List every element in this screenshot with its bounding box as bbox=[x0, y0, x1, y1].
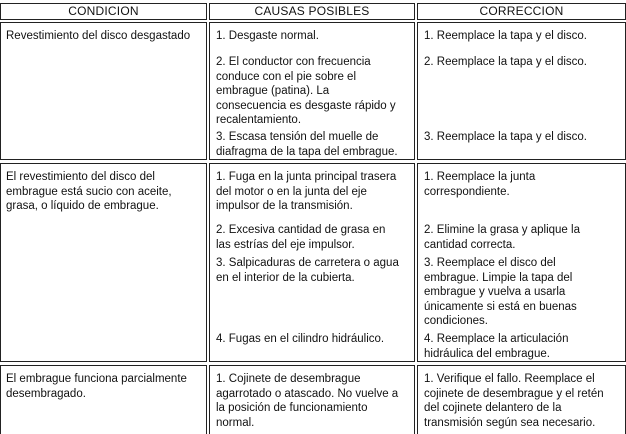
correction-line: del cojinete delantero de la bbox=[424, 402, 562, 415]
cause-line: 1. Fuga en la junta principal trasera bbox=[216, 171, 397, 183]
cause-line: en el interior de la cubierta. bbox=[216, 271, 355, 284]
correction-line: 1. Reemplace la tapa y el disco. bbox=[424, 30, 588, 42]
cause-line: 4. Fugas en el cilindro hidráulico. bbox=[216, 333, 385, 345]
cause-line: la posición de funcionamiento bbox=[216, 402, 368, 415]
correction-line: 4. Reemplace la articulación bbox=[424, 333, 569, 345]
correction-line: 1. Verifique el fallo. Reemplace el bbox=[424, 373, 595, 385]
condition-line: desembragado. bbox=[6, 387, 86, 400]
cause-line: conduce con el pie sobre el bbox=[216, 70, 357, 83]
row-1-cause-2 bbox=[216, 55, 396, 128]
correction-line: cantidad correcta. bbox=[424, 238, 516, 251]
correction-line: 3. Reemplace la tapa y el disco. bbox=[424, 131, 588, 143]
cause-line: 1. Cojinete de desembrague bbox=[216, 373, 361, 385]
correction-line: 3. Reemplace el disco del bbox=[424, 257, 556, 269]
cause-line: recalentamiento. bbox=[216, 114, 302, 127]
header-causas-posibles: CAUSAS POSIBLES bbox=[209, 3, 415, 20]
row-1-condition bbox=[6, 29, 190, 44]
correction-line: únicamente si está en buenas bbox=[424, 300, 577, 313]
cause-line: impulsor de la transmisión. bbox=[216, 200, 353, 213]
correction-line: hidráulica del embrague. bbox=[424, 347, 550, 360]
correction-line: embrague. Limpie la tapa del bbox=[424, 271, 573, 284]
condition-line: El embrague funciona parcialmente bbox=[6, 373, 187, 385]
condition-line: grasa, o líquido de embrague. bbox=[6, 200, 159, 213]
row-2-cause-2 bbox=[216, 223, 385, 252]
correction-line: correspondiente. bbox=[424, 185, 510, 198]
condition-line: Revestimiento del disco desgastado bbox=[6, 30, 191, 42]
cause-line: las estrías del eje impulsor. bbox=[216, 238, 355, 251]
row-1-cause-3 bbox=[216, 130, 398, 159]
cause-line: diafragma de la tapa del embrague. bbox=[216, 145, 398, 158]
correction-line: condiciones. bbox=[424, 315, 488, 328]
correction-line: cojinete de desembrague y el retén bbox=[424, 387, 604, 400]
row-2-cause-3 bbox=[216, 256, 399, 285]
row-1-cause-1 bbox=[216, 29, 319, 44]
row-2-cause-1 bbox=[216, 170, 396, 214]
correction-line: 1. Reemplace la junta bbox=[424, 171, 536, 183]
condition-line: embrague está sucio con aceite, bbox=[6, 185, 172, 198]
row-2-correction-1 bbox=[424, 170, 535, 199]
correction-line: embrague y vuelva a usarla bbox=[424, 286, 566, 299]
row-2-condition bbox=[6, 170, 172, 214]
cause-line: 2. Excesiva cantidad de grasa en bbox=[216, 224, 386, 236]
row-1-correction-3 bbox=[424, 130, 587, 145]
row-3-cause-1 bbox=[216, 372, 398, 430]
row-2-correction-4 bbox=[424, 332, 568, 361]
cause-line: embrague (patina). La bbox=[216, 85, 330, 98]
header-correccion: CORRECCION bbox=[417, 3, 626, 20]
cause-line: normal. bbox=[216, 416, 255, 429]
row-2-cause-4 bbox=[216, 332, 384, 347]
cause-line: agarrotado o atascado. No vuelve a bbox=[216, 387, 399, 400]
row-1-correction-1 bbox=[424, 29, 587, 44]
row-3-condition bbox=[6, 372, 187, 401]
correction-line: 2. Reemplace la tapa y el disco. bbox=[424, 56, 588, 68]
correction-line: transmisión según sea necesario. bbox=[424, 416, 596, 429]
row-3-correction-1 bbox=[424, 372, 604, 430]
header-condicion: CONDICION bbox=[0, 3, 207, 20]
correction-line: 2. Elimine la grasa y aplique la bbox=[424, 224, 580, 236]
cause-line: 2. El conductor con frecuencia bbox=[216, 56, 371, 68]
row-2-correction-2 bbox=[424, 223, 580, 252]
row-2-correction-3 bbox=[424, 256, 577, 329]
cause-line: 3. Escasa tensión del muelle de bbox=[216, 131, 379, 143]
condition-line: El revestimiento del disco del bbox=[6, 171, 155, 183]
row-1-correction-2 bbox=[424, 55, 587, 70]
cause-line: 3. Salpicaduras de carretera o agua bbox=[216, 257, 399, 269]
cause-line: consecuencia es desgaste rápido y bbox=[216, 99, 396, 112]
cause-line: 1. Desgaste normal. bbox=[216, 30, 319, 42]
cause-line: del motor o en la junta del eje bbox=[216, 185, 367, 198]
